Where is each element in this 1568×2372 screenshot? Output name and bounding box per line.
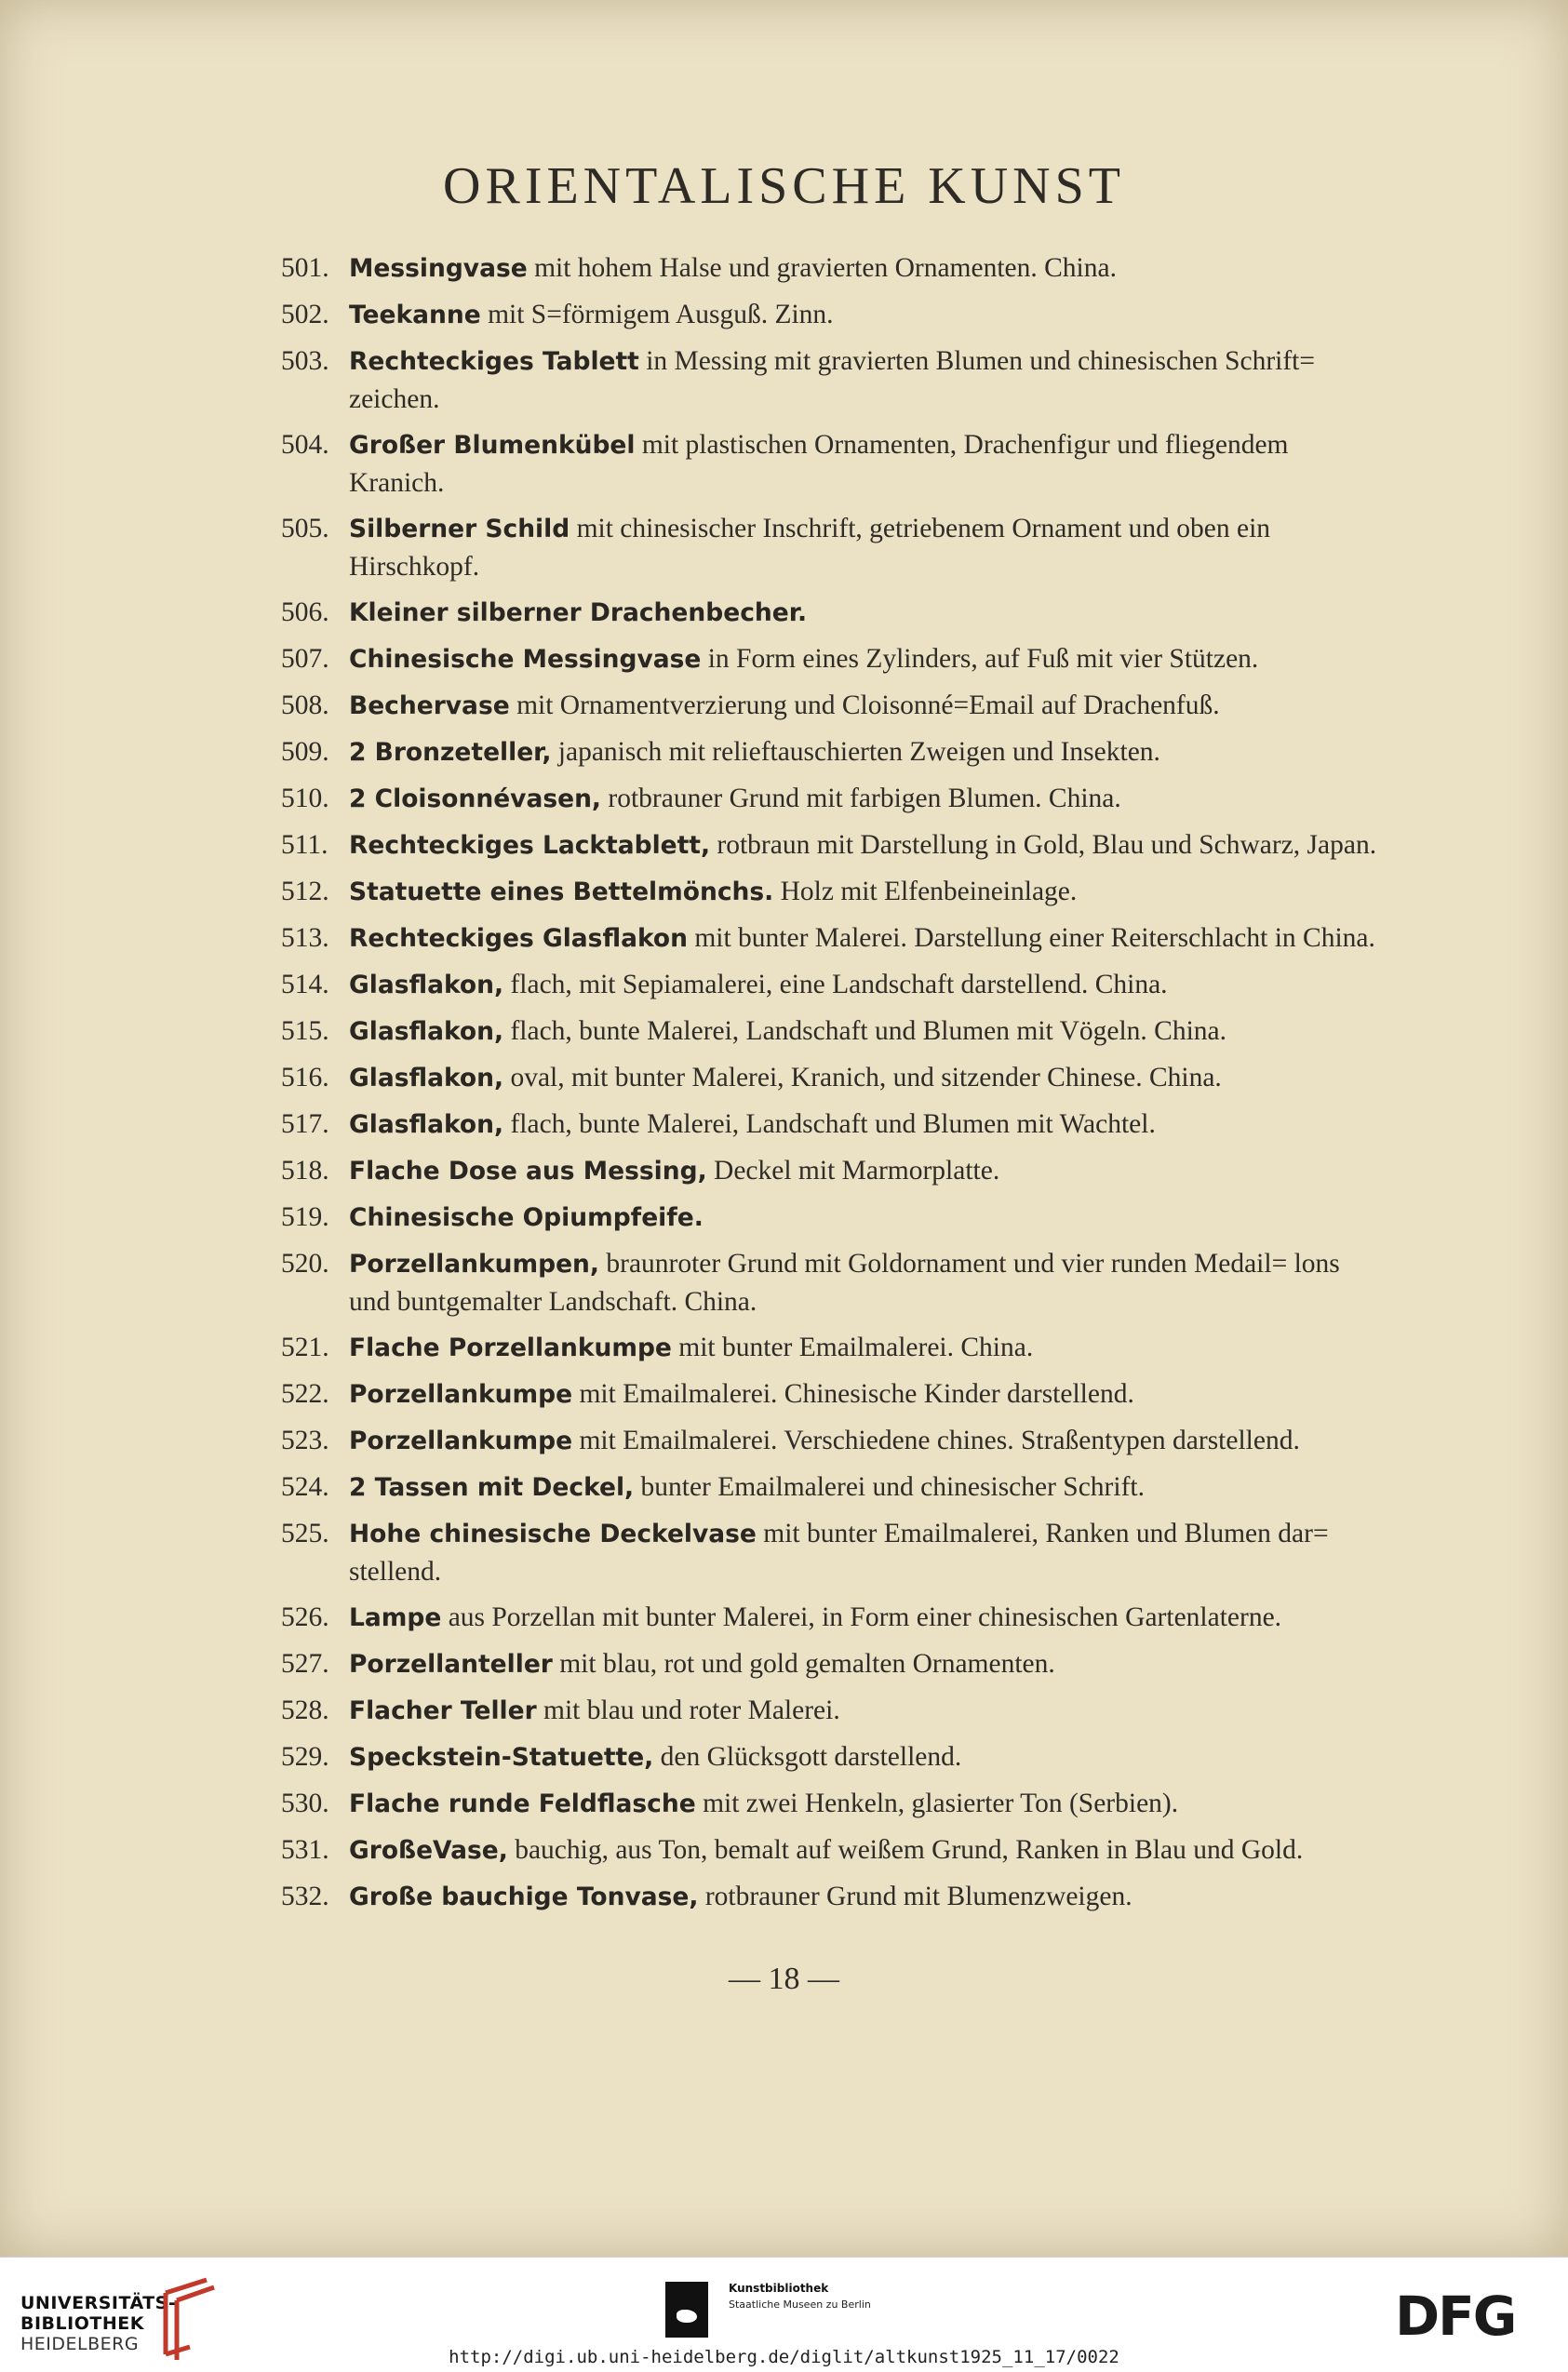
entry-number: 502.	[281, 300, 329, 329]
catalog-entry	[281, 1329, 1379, 1367]
entry-title: Teekanne	[349, 301, 481, 329]
catalog-entry	[281, 296, 1379, 334]
entry-title: Glasflakon,	[349, 1017, 504, 1046]
entry-title: Chinesische Messingvase	[349, 645, 702, 674]
entry-description: Deckel mit Marmorplatte.	[706, 1156, 1000, 1186]
catalog-list	[281, 249, 1379, 1924]
entry-description: in Messing mit gravierten Blumen und chinesischen Schrift= zeichen.	[349, 346, 1316, 414]
kunstbibliothek-subtitle: Staatliche Museen zu Berlin	[729, 2298, 871, 2311]
entry-title: Rechteckiges Glasflakon	[349, 924, 688, 953]
ub-logo-line-1: UNIVERSITÄTS-	[20, 2293, 177, 2313]
entry-title: Speckstein-Statuette,	[349, 1743, 654, 1772]
entry-title: Bechervase	[349, 691, 510, 720]
entry-title: Glasflakon,	[349, 971, 504, 999]
catalog-entry	[281, 1059, 1379, 1097]
entry-number: 532.	[281, 1882, 329, 1911]
entry-number: 517.	[281, 1109, 329, 1139]
entry-title: Flache Porzellankumpe	[349, 1333, 672, 1362]
entry-description: mit bunter Emailmalerei. China.	[671, 1333, 1034, 1362]
entry-description: mit bunter Malerei. Darstellung einer Reiterschlacht in China.	[687, 923, 1375, 953]
entry-title: Glasflakon,	[349, 1064, 504, 1092]
entry-title: Rechteckiges Lacktablett,	[349, 831, 711, 860]
entry-title: Glasflakon,	[349, 1110, 504, 1139]
entry-description: mit Emailmalerei. Chinesische Kinder darstellend.	[572, 1379, 1134, 1409]
entry-title: Kleiner silberner Drachenbecher.	[349, 598, 808, 627]
page-number: — 18 —	[729, 1962, 839, 1996]
entry-description: mit Ornamentverzierung und Cloisonné=Email auf Drachenfuß.	[509, 690, 1220, 720]
entry-number: 512.	[281, 877, 329, 906]
footer-bar	[0, 2257, 1568, 2372]
catalog-entry	[281, 510, 1379, 585]
entry-description: flach, mit Sepiamalerei, eine Landschaft darstellend. China.	[503, 970, 1168, 999]
entry-number: 522.	[281, 1379, 329, 1409]
catalog-entry	[281, 1468, 1379, 1507]
catalog-entry	[281, 1785, 1379, 1823]
catalog-entry	[281, 966, 1379, 1004]
entry-title: Flache Dose aus Messing,	[349, 1157, 707, 1186]
entry-number: 504.	[281, 430, 329, 460]
ub-logo-line-3: HEIDELBERG	[20, 2334, 140, 2354]
catalog-entry	[281, 249, 1379, 288]
entry-title: Große bauchige Tonvase,	[349, 1883, 699, 1911]
catalog-entry	[281, 1692, 1379, 1730]
entry-description: flach, bunte Malerei, Landschaft und Blumen mit Wachtel.	[503, 1109, 1156, 1139]
catalog-entry	[281, 426, 1379, 502]
entry-number: 529.	[281, 1742, 329, 1772]
entry-title: Flacher Teller	[349, 1696, 537, 1725]
entry-description: mit bunter Emailmalerei, Ranken und Blumen dar= stellend.	[349, 1519, 1329, 1587]
entry-number: 520.	[281, 1249, 329, 1279]
catalog-entry	[281, 1245, 1379, 1320]
entry-number: 507.	[281, 644, 329, 674]
catalog-entry	[281, 1375, 1379, 1414]
entry-title: GroßeVase,	[349, 1836, 508, 1865]
entry-title: Porzellankumpe	[349, 1427, 573, 1455]
entry-number: 518.	[281, 1156, 329, 1186]
entry-title: Hohe chinesische Deckelvase	[349, 1520, 757, 1548]
catalog-entry	[281, 1422, 1379, 1460]
entry-description: mit zwei Henkeln, glasierter Ton (Serbien).	[695, 1789, 1179, 1818]
catalog-entry	[281, 1878, 1379, 1916]
catalog-entry	[281, 1645, 1379, 1683]
catalog-entry	[281, 1106, 1379, 1144]
entry-title: Statuette eines Bettelmönchs.	[349, 878, 774, 906]
entry-description: flach, bunte Malerei, Landschaft und Blumen mit Vögeln. China.	[503, 1016, 1227, 1046]
entry-description: mit Emailmalerei. Verschiedene chines. Straßentypen darstellend.	[572, 1426, 1300, 1455]
catalog-entry	[281, 1152, 1379, 1190]
entry-number: 523.	[281, 1426, 329, 1455]
entry-description: mit blau, rot und gold gemalten Ornamenten.	[552, 1649, 1055, 1679]
entry-number: 510.	[281, 784, 329, 813]
kunstbibliothek-text	[729, 2280, 871, 2313]
entry-title: 2 Cloisonnévasen,	[349, 784, 602, 813]
entry-number: 530.	[281, 1789, 329, 1818]
entry-number: 506.	[281, 597, 329, 627]
entry-description: bunter Emailmalerei und chinesischer Schrift.	[634, 1472, 1145, 1502]
catalog-entry	[281, 1199, 1379, 1237]
catalog-entry	[281, 1831, 1379, 1869]
entry-number: 527.	[281, 1649, 329, 1679]
university-library-logo[interactable]	[20, 2293, 176, 2354]
catalog-entry	[281, 1515, 1379, 1590]
entry-number: 526.	[281, 1602, 329, 1632]
kunstbibliothek-name: Kunstbibliothek	[729, 2282, 829, 2295]
entry-description: japanisch mit relieftauschierten Zweigen und Insekten.	[551, 737, 1160, 767]
entry-number: 516.	[281, 1063, 329, 1092]
page-title: ORIENTALISCHE KUNST	[443, 157, 1125, 215]
catalog-entry	[281, 733, 1379, 771]
entry-title: Rechteckiges Tablett	[349, 347, 639, 376]
entry-title: Messingvase	[349, 254, 528, 283]
entry-number: 514.	[281, 970, 329, 999]
entry-title: Chinesische Opiumpfeife.	[349, 1203, 704, 1232]
entry-number: 505.	[281, 514, 329, 543]
entry-number: 511.	[281, 830, 328, 860]
entry-description: rotbraun mit Darstellung in Gold, Blau und Schwarz, Japan.	[710, 830, 1377, 860]
kunstbibliothek-emblem-icon	[665, 2282, 708, 2338]
catalog-entry	[281, 342, 1379, 418]
dfg-logo[interactable]: DFG	[1395, 2285, 1516, 2348]
catalog-entry	[281, 873, 1379, 911]
entry-number: 524.	[281, 1472, 329, 1502]
entry-title: Silberner Schild	[349, 515, 570, 543]
entry-number: 501.	[281, 253, 329, 283]
entry-title: 2 Bronzeteller,	[349, 738, 552, 767]
entry-number: 531.	[281, 1835, 329, 1865]
catalog-entry	[281, 780, 1379, 818]
entry-description: bauchig, aus Ton, bemalt auf weißem Grund, Ranken in Blau und Gold.	[507, 1835, 1304, 1865]
entry-description: den Glücksgott darstellend.	[653, 1742, 962, 1772]
catalog-entry	[281, 594, 1379, 632]
entry-number: 521.	[281, 1333, 329, 1362]
catalog-entry	[281, 1012, 1379, 1051]
entry-description: braunroter Grund mit Goldornament und vier runden Medail= lons und buntgemalter Landschaft. China.	[349, 1249, 1340, 1317]
catalog-entry	[281, 1599, 1379, 1637]
catalog-entry	[281, 687, 1379, 725]
catalog-entry	[281, 640, 1379, 678]
entry-number: 525.	[281, 1519, 329, 1548]
entry-description: mit plastischen Ornamenten, Drachenfigur und fliegendem Kranich.	[349, 430, 1289, 498]
entry-number: 508.	[281, 690, 329, 720]
entry-description: rotbrauner Grund mit farbigen Blumen. China.	[601, 784, 1121, 813]
entry-title: 2 Tassen mit Deckel,	[349, 1473, 635, 1502]
entry-description: mit S=förmigem Ausguß. Zinn.	[480, 300, 834, 329]
entry-title: Porzellankumpen,	[349, 1250, 599, 1279]
entry-title: Lampe	[349, 1603, 442, 1632]
source-url-link[interactable]: http://digi.ub.uni-heidelberg.de/diglit/altkunst1925_11_17/0022	[449, 2347, 1119, 2367]
entry-number: 515.	[281, 1016, 329, 1046]
entry-description: mit blau und roter Malerei.	[536, 1695, 840, 1725]
entry-title: Porzellankumpe	[349, 1380, 573, 1409]
entry-number: 528.	[281, 1695, 329, 1725]
entry-description: aus Porzellan mit bunter Malerei, in Form einer chinesischen Gartenlaterne.	[441, 1602, 1282, 1632]
entry-title: Porzellanteller	[349, 1650, 553, 1679]
catalog-entry	[281, 826, 1379, 864]
entry-number: 513.	[281, 923, 329, 953]
entry-description: mit chinesischer Inschrift, getriebenem Ornament und oben ein Hirschkopf.	[349, 514, 1271, 582]
catalog-entry	[281, 1738, 1379, 1776]
entry-title: Flache runde Feldflasche	[349, 1789, 696, 1818]
entry-description: Holz mit Elfenbeineinlage.	[773, 877, 1078, 906]
entry-title: Großer Blumenkübel	[349, 431, 636, 460]
entry-description: mit hohem Halse und gravierten Ornamenten. China.	[527, 253, 1117, 283]
catalog-entry	[281, 919, 1379, 958]
entry-description: in Form eines Zylinders, auf Fuß mit vier Stützen.	[701, 644, 1259, 674]
entry-description: oval, mit bunter Malerei, Kranich, und sitzender Chinese. China.	[503, 1063, 1222, 1092]
entry-number: 503.	[281, 346, 329, 376]
entry-number: 509.	[281, 737, 329, 767]
entry-description: rotbrauner Grund mit Blumenzweigen.	[698, 1882, 1132, 1911]
entry-number: 519.	[281, 1202, 329, 1232]
ub-logo-line-2: BIBLIOTHEK	[20, 2313, 144, 2334]
